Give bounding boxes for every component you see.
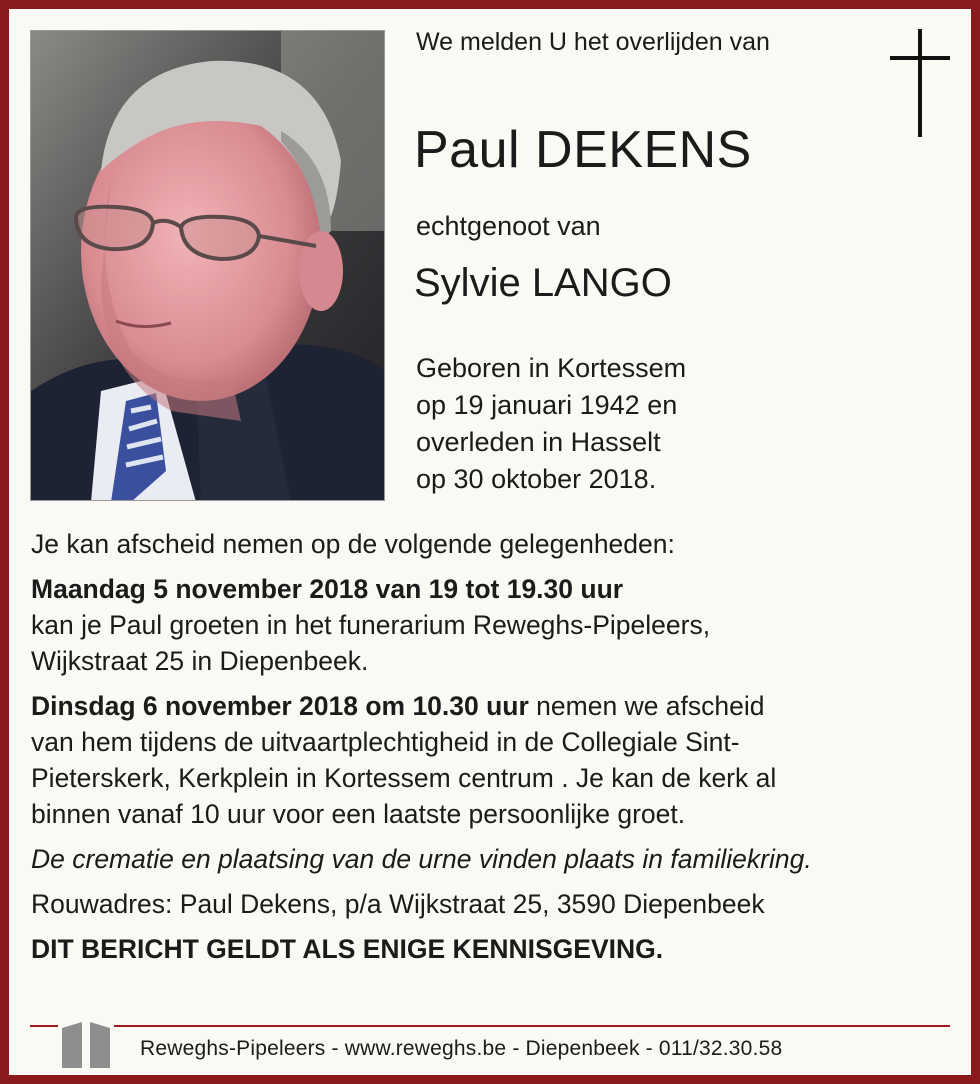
frame-bottom-border bbox=[0, 1075, 980, 1084]
bio-line: op 19 januari 1942 en bbox=[416, 390, 678, 420]
funeral-line: van hem tijdens de uitvaartplechtigheid in de Collegiale Sint- bbox=[31, 727, 740, 757]
spouse-label: echtgenoot van bbox=[416, 211, 601, 241]
frame-top-border bbox=[0, 0, 980, 9]
notice-line: DIT BERICHT GELDT ALS ENIGE KENNISGEVING. bbox=[31, 934, 664, 964]
bio-line: Geboren in Kortessem bbox=[416, 353, 687, 383]
funeral-heading: Dinsdag 6 november 2018 om 10.30 uur bbox=[31, 691, 529, 721]
announcement-intro: We melden U het overlijden van bbox=[416, 28, 770, 56]
funeral-line: nemen we afscheid bbox=[528, 691, 765, 721]
cross-icon bbox=[890, 29, 950, 137]
deceased-name: Paul DEKENS bbox=[414, 121, 752, 179]
frame-left-border bbox=[0, 0, 9, 1084]
footer-contact: Reweghs-Pipeleers - www.reweghs.be - Diepenbeek - 011/32.30.58 bbox=[140, 1037, 783, 1060]
funeral-home-logo bbox=[58, 1020, 114, 1070]
mourning-address: Rouwadres: Paul Dekens, p/a Wijkstraat 25, 3590 Diepenbeek bbox=[31, 889, 765, 919]
spouse-name: Sylvie LANGO bbox=[414, 261, 672, 305]
funeral-line: Pieterskerk, Kerkplein in Kortessem centrum . Je kan de kerk al bbox=[31, 763, 777, 793]
funeral-line: binnen vanaf 10 uur voor een laatste persoonlijke groet. bbox=[31, 799, 686, 829]
birth-death-details bbox=[416, 350, 686, 498]
funeral-paragraph bbox=[31, 688, 961, 724]
bio-line: op 30 oktober 2018. bbox=[416, 464, 657, 494]
farewell-details bbox=[31, 526, 961, 967]
visitation-heading: Maandag 5 november 2018 van 19 tot 19.30 uur bbox=[31, 574, 624, 604]
bio-line: overleden in Hasselt bbox=[416, 427, 661, 457]
footer-divider bbox=[30, 1025, 950, 1027]
deceased-portrait-photo bbox=[30, 30, 385, 501]
visitation-line: kan je Paul groeten in het funerarium Reweghs-Pipeleers, bbox=[31, 610, 711, 640]
visitation-line: Wijkstraat 25 in Diepenbeek. bbox=[31, 646, 369, 676]
frame-right-border bbox=[971, 0, 980, 1084]
farewell-intro: Je kan afscheid nemen op de volgende gelegenheden: bbox=[31, 529, 675, 559]
cremation-note: De crematie en plaatsing van de urne vinden plaats in familiekring. bbox=[31, 844, 812, 874]
